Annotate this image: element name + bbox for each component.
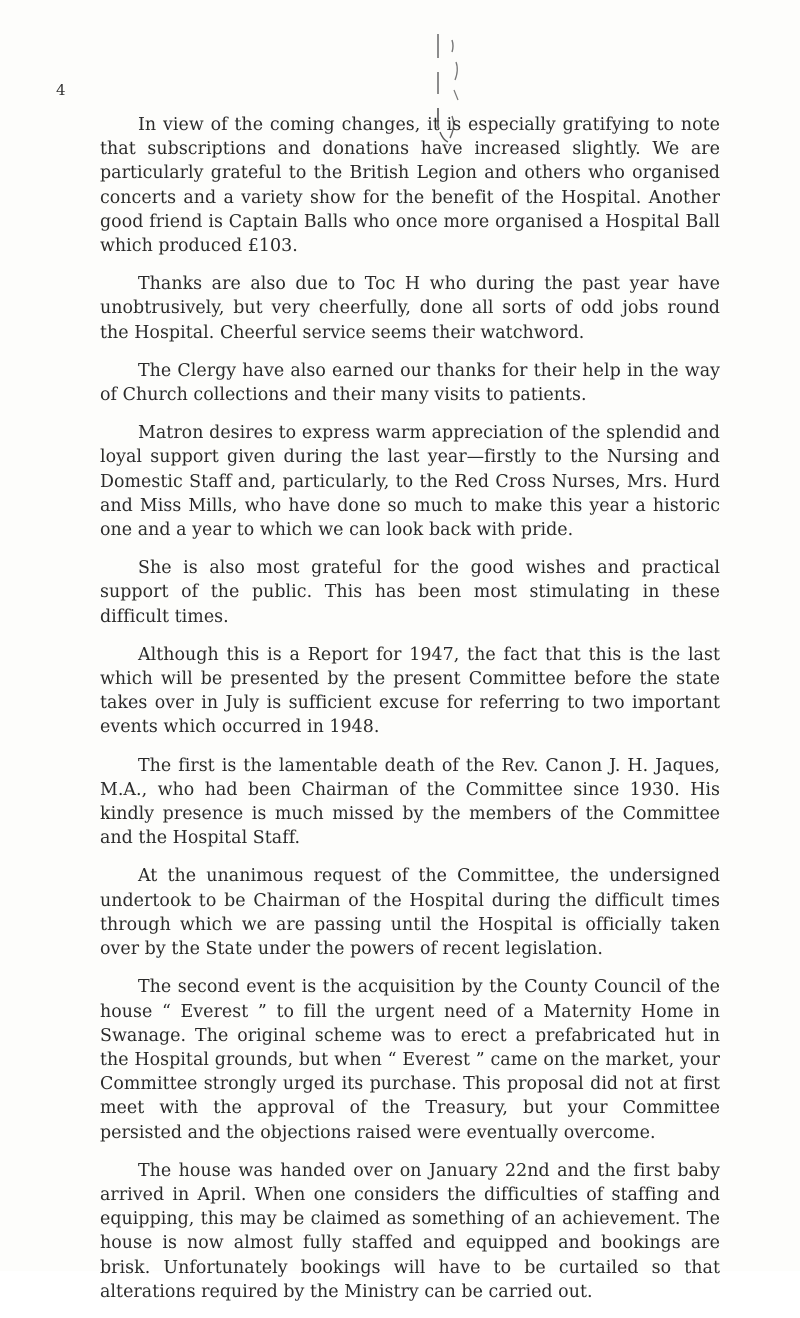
paragraph-everest: The second event is the acquisition by the County Council of the house “ Everest ” to fill the urgent need of a Maternity Home in Swanage. The original scheme was to erect a prefabricated hut in the Hospital grounds, but when “ Everest ” came on the market, your Committee strongly urged its purchase. This proposal did not at first meet with the approval of the Treasury, but your Committee persisted and the objections raised were eventually overcome. bbox=[100, 977, 720, 1143]
paragraph-maternity-home: The house was handed over on January 22nd and the first baby arrived in April. When one considers the difficulties of staffing and equipping, this may be claimed as something of an achievement. The house is now almost fully staffed and equipped and bookings are brisk. Unfortunately bookings will have to be curtailed so that alterations required by the Ministry can be carried out. bbox=[100, 1160, 720, 1302]
paragraph-clergy: The Clergy have also earned our thanks for their help in the way of Church collections and their many visits to patients. bbox=[100, 360, 720, 406]
paragraph-toc-h: Thanks are also due to Toc H who during the past year have unobtrusively, but very cheerfully, done all sorts of odd jobs round the Hospital. Cheerful service seems their watchword. bbox=[100, 274, 720, 343]
paragraph-public-support: She is also most grateful for the good wishes and practical support of the public. This has been most stimulating in these difficult times. bbox=[100, 558, 720, 627]
page-number: 4 bbox=[56, 81, 66, 99]
paragraph-canon-jaques: The first is the lamentable death of the Rev. Canon J. H. Jaques, M.A., who had been Chairman of the Committee since 1930. His kindly presence is much missed by the members of the Committee and the Hospital Staff. bbox=[100, 755, 720, 849]
paragraph-chairman: At the unanimous request of the Committee, the undersigned undertook to be Chairman of the Hospital during the difficult times through which we are passing until the Hospital is officially taken over by the State under the powers of recent legislation. bbox=[100, 866, 720, 960]
report-body bbox=[100, 113, 720, 1318]
paragraph-donations: In view of the coming changes, it is especially gratifying to note that subscriptions and donations have increased slightly. We are particularly grateful to the British Legion and others who organised concerts and a variety show for the benefit of the Hospital. Another good friend is Captain Balls who once more organised a Hospital Ball which produced £103. bbox=[100, 115, 720, 257]
paragraph-report-1947: Although this is a Report for 1947, the fact that this is the last which will be presented by the present Committee before the state takes over in July is sufficient excuse for referring to two important events which occurred in 1948. bbox=[100, 644, 720, 738]
paragraph-matron: Matron desires to express warm appreciation of the splendid and loyal support given during the last year—firstly to the Nursing and Domestic Staff and, particularly, to the Red Cross Nurses, Mrs. Hurd and Miss Mills, who have done so much to make this year a historic one and a year to which we can look back with pride. bbox=[100, 423, 720, 541]
